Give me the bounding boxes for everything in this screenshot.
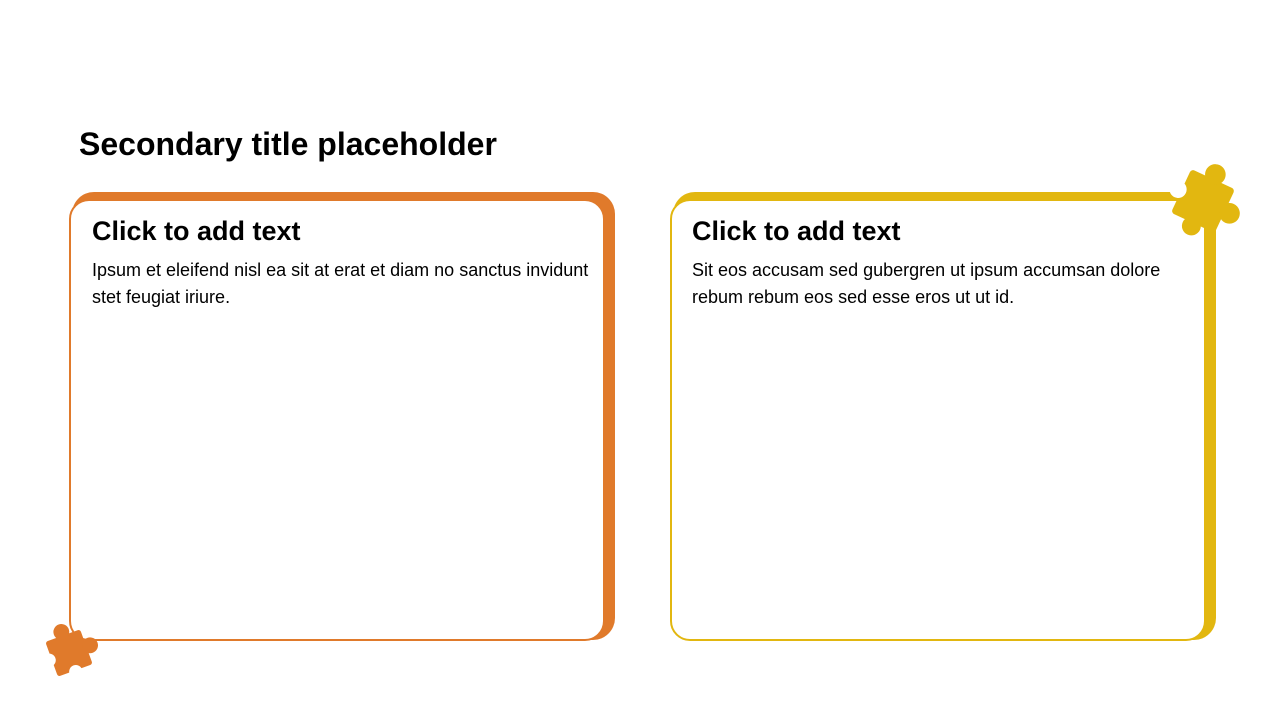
card-heading-right[interactable]: Click to add text bbox=[692, 216, 901, 246]
puzzle-piece-icon bbox=[36, 620, 102, 686]
card-body-text-left[interactable]: Ipsum et eleifend nisl ea sit at erat et diam no sanctus invidunt stet feugiat iriure. bbox=[92, 260, 589, 307]
puzzle-piece-icon bbox=[1160, 158, 1246, 244]
card-body-text-right[interactable]: Sit eos accusam sed gubergren ut ipsum accumsan dolore rebum rebum eos sed esse eros ut ut id. bbox=[692, 260, 1161, 307]
card-heading-left[interactable]: Click to add text bbox=[92, 216, 301, 246]
slide-title[interactable]: Secondary title placeholder bbox=[79, 126, 497, 162]
